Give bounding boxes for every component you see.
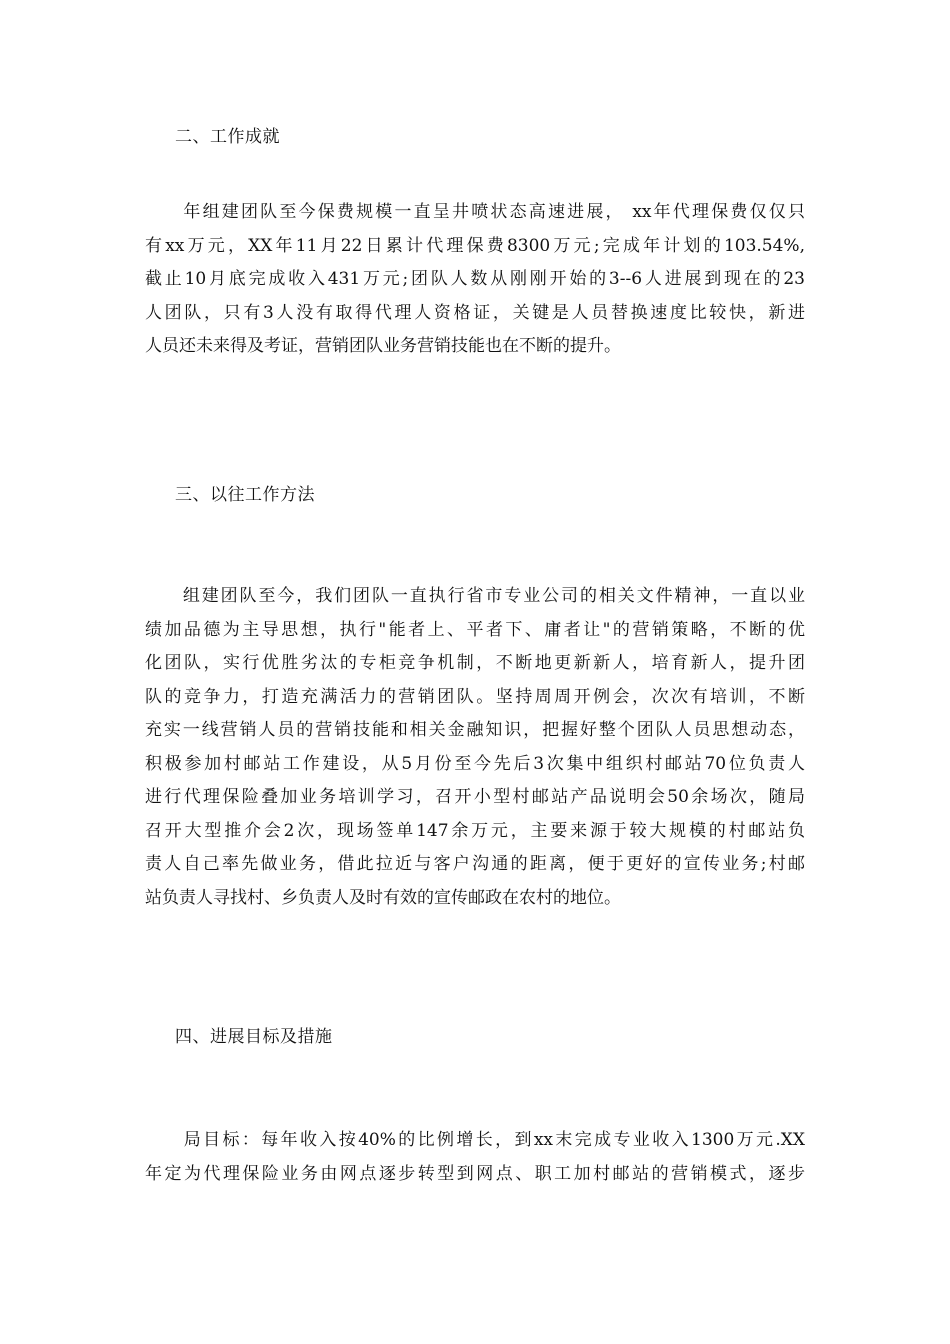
text-line: 有xx万元，XX年11月22日累计代理保费8300万元;完成年计划的103.54%,	[145, 235, 805, 256]
text-line: 充实一线营销人员的营销技能和相关金融知识，把握好整个团队人员思想动态，	[145, 720, 805, 740]
text-line: 召开大型推介会2次，现场签单147余万元，主要来源于较大规模的村邮站负	[145, 820, 805, 841]
section-heading-methods: 三、以往工作方法	[175, 485, 315, 505]
paragraph-achievements	[145, 196, 805, 364]
section-heading-goals: 四、进展目标及措施	[175, 1027, 333, 1047]
text-line: 年定为代理保险业务由网点逐步转型到网点、职工加村邮站的营销模式，逐步	[145, 1163, 805, 1184]
text-line: 进行代理保险叠加业务培训学习，召开小型村邮站产品说明会50余场次，随局	[145, 787, 805, 807]
text-line: 责人自己率先做业务，借此拉近与客户沟通的距离，便于更好的宣传业务;村邮	[145, 854, 805, 874]
text-line: 人员还未来得及考证，营销团队业务营销技能也在不断的提升。	[145, 336, 621, 356]
text-line: 队的竞争力，打造充满活力的营销团队。坚持周周开例会，次次有培训，不断	[145, 686, 805, 707]
text-line: 年组建团队至今保费规模一直呈井喷状态高速进展， xx年代理保费仅仅只	[145, 202, 805, 222]
text-line: 化团队，实行优胜劣汰的专柜竞争机制，不断地更新新人，培育新人，提升团	[145, 653, 805, 673]
text-line: 组建团队至今，我们团队一直执行省市专业公司的相关文件精神，一直以业	[145, 586, 805, 606]
section-heading-achievements: 二、工作成就	[175, 127, 280, 147]
text-line: 局目标：每年收入按40%的比例增长，到xx末完成专业收入1300万元.XX	[145, 1130, 805, 1150]
text-line: 截止10月底完成收入431万元;团队人数从刚刚开始的3--6人进展到现在的23	[145, 269, 805, 289]
text-line: 绩加品德为主导思想，执行"能者上、平者下、庸者让"的营销策略，不断的优	[145, 619, 805, 640]
text-line: 人团队，只有3人没有取得代理人资格证，关键是人员替换速度比较快，新进	[145, 302, 805, 323]
paragraph-methods	[145, 580, 805, 915]
text-line: 站负责人寻找村、乡负责人及时有效的宣传邮政在农村的地位。	[145, 887, 621, 908]
text-line: 积极参加村邮站工作建设，从5月份至今先后3次集中组织村邮站70位负责人	[145, 753, 805, 774]
paragraph-goals	[145, 1124, 805, 1191]
